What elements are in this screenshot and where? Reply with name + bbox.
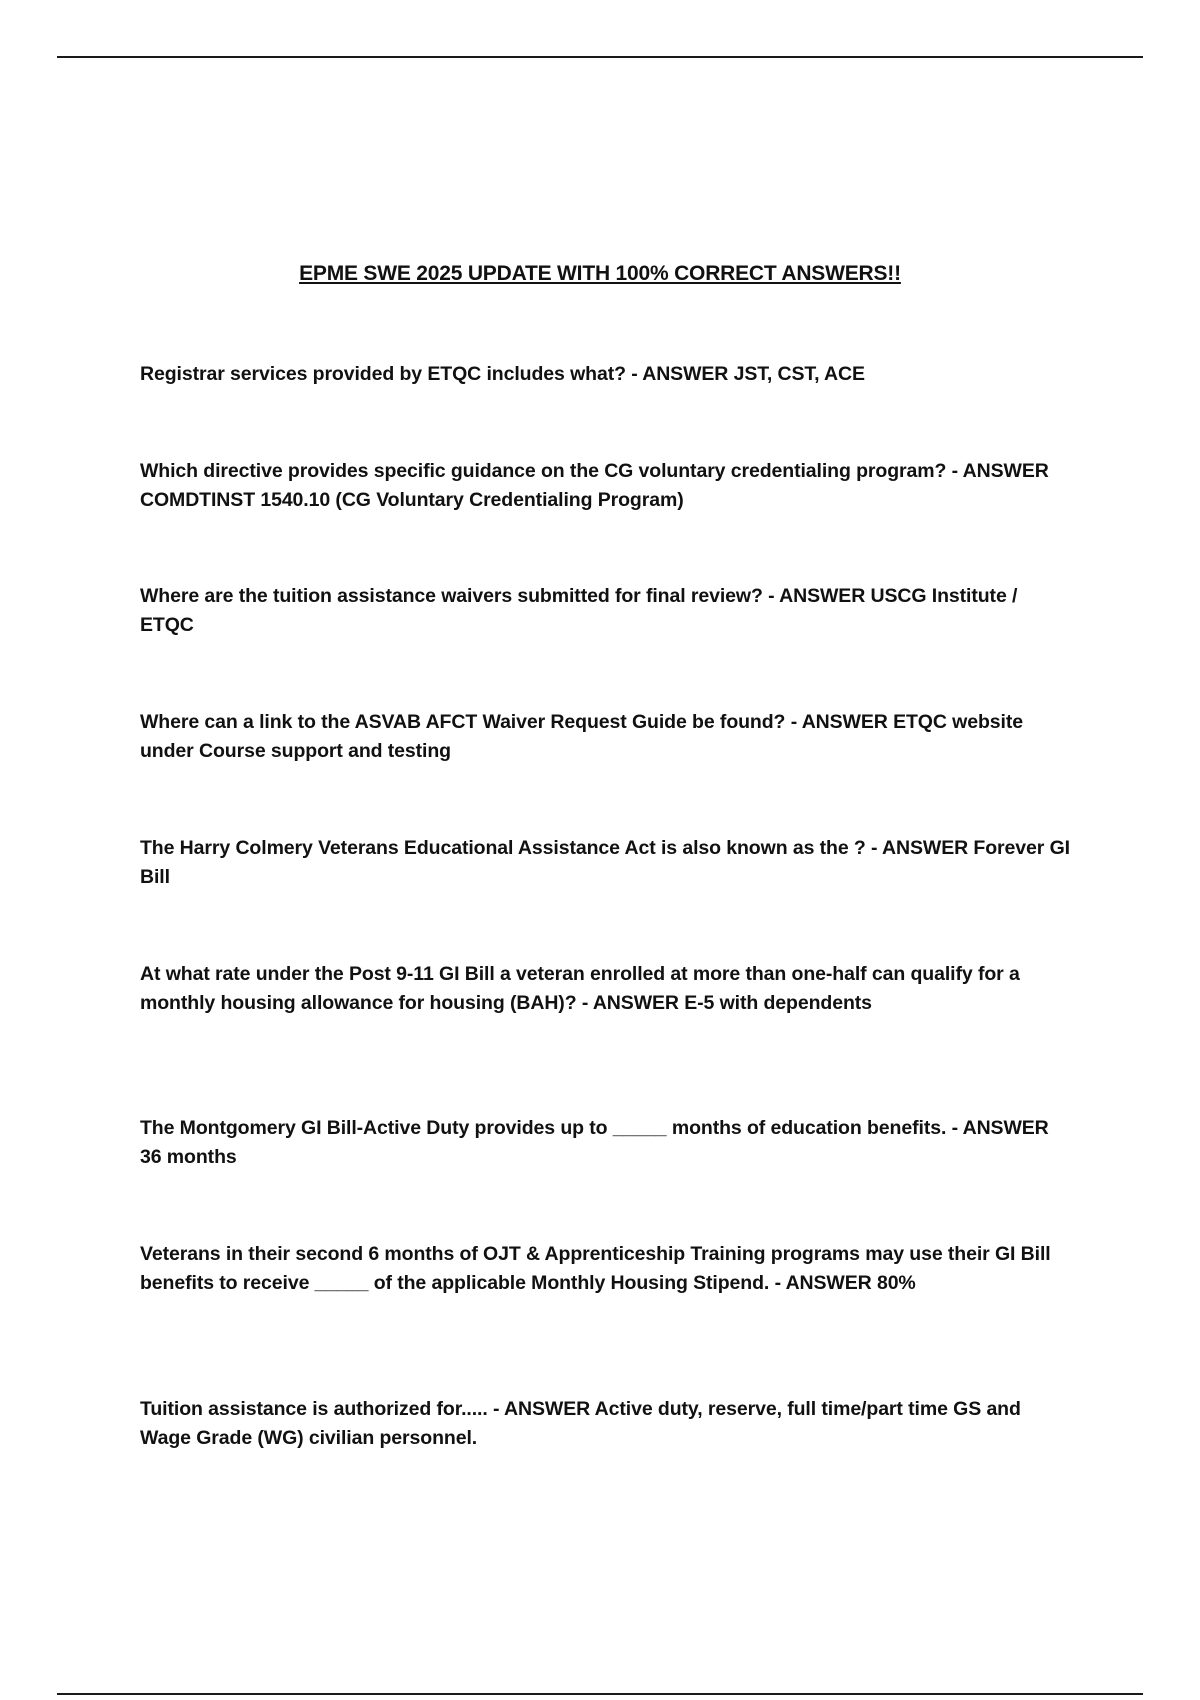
answer-text: ANSWER 80%: [785, 1272, 916, 1294]
qa-item: [140, 834, 1070, 892]
question-text: Where can a link to the ASVAB AFCT Waiver Request Guide be found?: [140, 711, 786, 733]
qa-separator: -: [625, 363, 643, 385]
answer-text: ANSWER 36 months: [140, 1117, 1049, 1168]
qa-separator: -: [865, 837, 883, 859]
qa-separator: -: [576, 992, 593, 1014]
answer-text: ANSWER ETQC website under Course support and testing: [140, 711, 1023, 762]
answer-text: ANSWER E-5 with dependents: [592, 992, 872, 1014]
qa-item: [140, 360, 1070, 389]
answer-text: ANSWER Forever GI Bill: [140, 837, 1070, 888]
answer-text: ANSWER JST, CST, ACE: [642, 363, 865, 385]
bottom-rule: [57, 1693, 1143, 1695]
question-text: Registrar services provided by ETQC includes what?: [140, 363, 626, 385]
qa-item: [140, 457, 1070, 515]
question-text: Veterans in their second 6 months of OJT & Apprenticeship Training programs may use their GI Bill benefits to receive _____ of the applicable Monthly Housing Stipend.: [140, 1243, 1051, 1294]
qa-separator: -: [785, 711, 802, 733]
qa-item: [140, 582, 1070, 640]
qa-item: [140, 1395, 1070, 1453]
question-text: The Harry Colmery Veterans Educational Assistance Act is also known as the ?: [140, 837, 866, 859]
qa-separator: -: [946, 460, 963, 482]
qa-separator: -: [769, 1272, 786, 1294]
answer-text: ANSWER Active duty, reserve, full time/part time GS and Wage Grade (WG) civilian personnel.: [140, 1398, 1021, 1449]
qa-separator: -: [762, 585, 780, 607]
question-text: Which directive provides specific guidance on the CG voluntary credentialing program?: [140, 460, 947, 482]
qa-separator: -: [946, 1117, 963, 1139]
answer-text: ANSWER USCG Institute / ETQC: [140, 585, 1018, 636]
top-rule: [57, 56, 1143, 58]
qa-item: [140, 1240, 1070, 1298]
question-text: Tuition assistance is authorized for.....: [140, 1398, 488, 1420]
qa-item: [140, 1114, 1070, 1172]
document-title: EPME SWE 2025 UPDATE WITH 100% CORRECT ANSWERS!!: [299, 262, 901, 285]
qa-item: [140, 960, 1070, 1018]
qa-separator: -: [487, 1398, 505, 1420]
answer-text: ANSWER COMDTINST 1540.10 (CG Voluntary Credentialing Program): [140, 460, 1049, 511]
question-text: The Montgomery GI Bill-Active Duty provides up to _____ months of education benefits.: [140, 1117, 947, 1139]
qa-item: [140, 708, 1070, 766]
question-text: At what rate under the Post 9-11 GI Bill a veteran enrolled at more than one-half can qualify for a monthly housing allowance for housing (BAH)?: [140, 963, 1020, 1014]
question-text: Where are the tuition assistance waivers submitted for final review?: [140, 585, 763, 607]
